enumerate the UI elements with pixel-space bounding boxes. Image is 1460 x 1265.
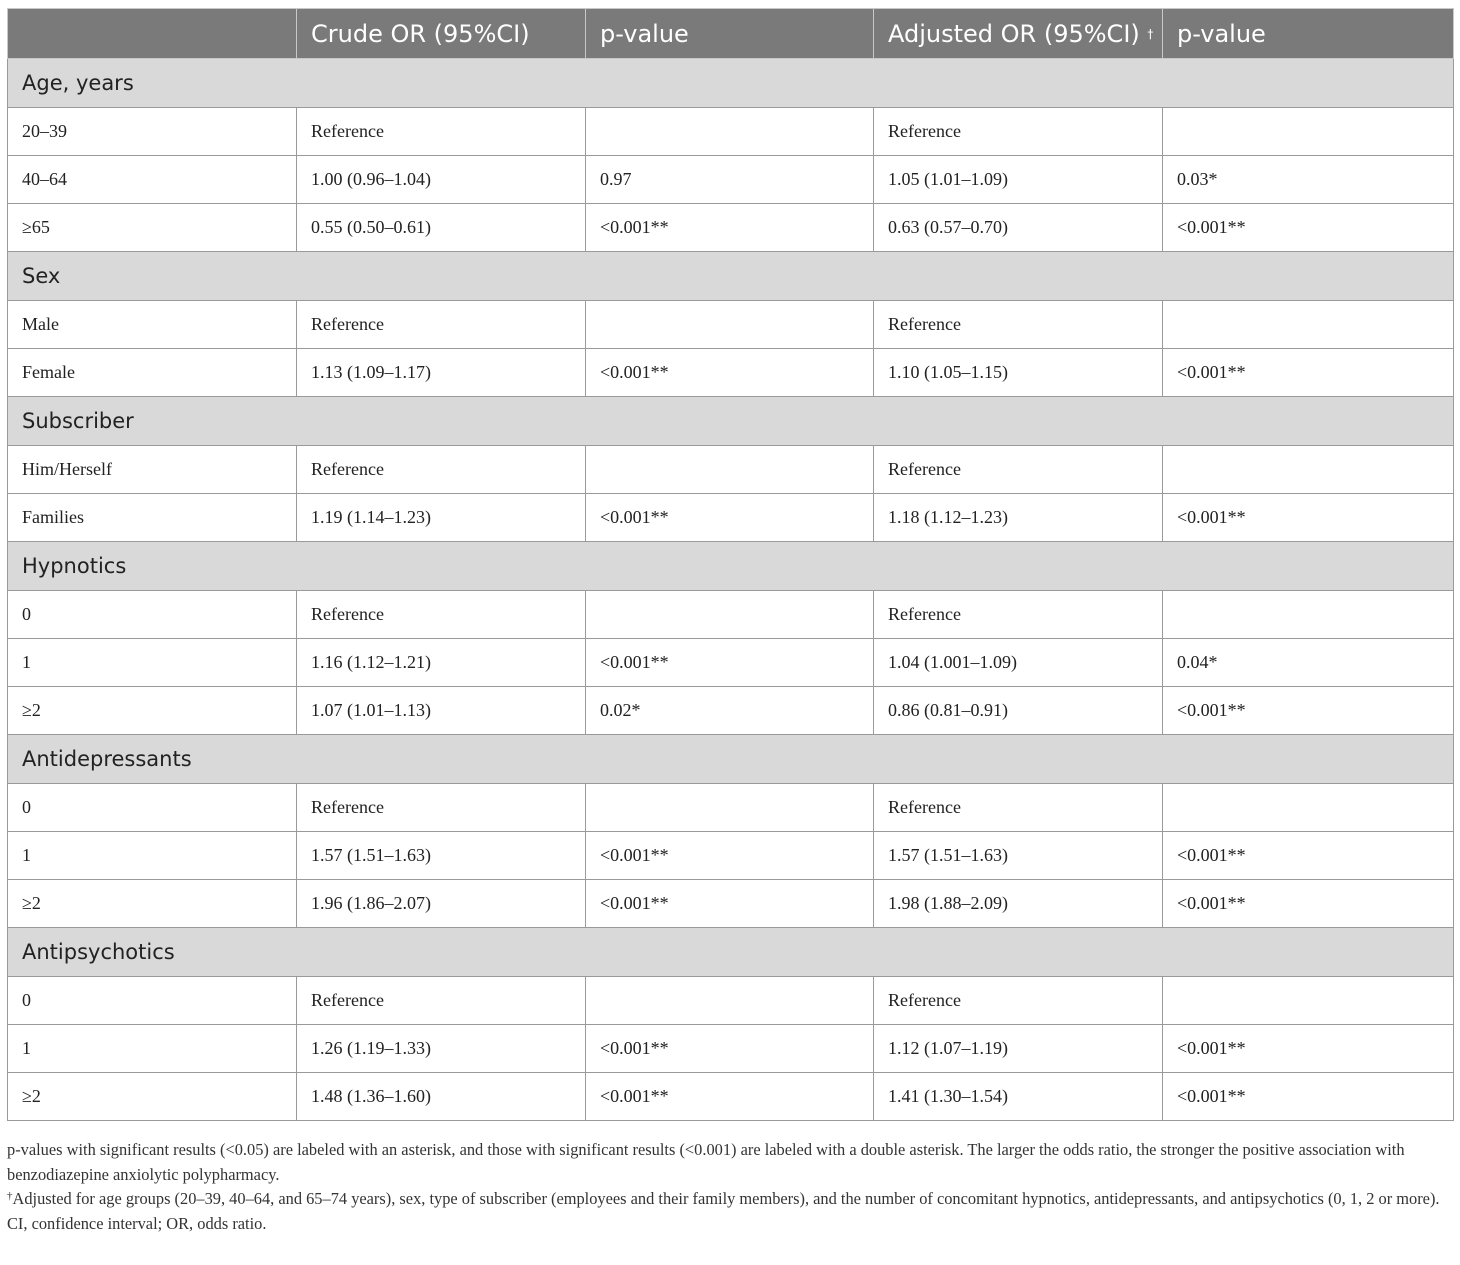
section-row — [8, 542, 1454, 591]
cell-adjusted-or: 0.86 (0.81–0.91) — [874, 687, 1163, 735]
cell-adjusted-p-value: <0.001** — [1163, 832, 1454, 880]
section-label: Subscriber — [8, 397, 1454, 446]
cell-adjusted-p-value: <0.001** — [1163, 1025, 1454, 1073]
cell-adjusted-p-value: <0.001** — [1163, 687, 1454, 735]
cell-row-label: 20–39 — [8, 108, 297, 156]
cell-adjusted-p-value: 0.04* — [1163, 639, 1454, 687]
cell-crude-or: 1.07 (1.01–1.13) — [297, 687, 586, 735]
cell-row-label: Male — [8, 301, 297, 349]
cell-crude-p-value: 0.02* — [586, 687, 874, 735]
cell-crude-p-value: 0.97 — [586, 156, 874, 204]
cell-adjusted-or: 1.57 (1.51–1.63) — [874, 832, 1163, 880]
section-label: Antidepressants — [8, 735, 1454, 784]
cell-crude-p-value: <0.001** — [586, 204, 874, 252]
cell-adjusted-or: 1.18 (1.12–1.23) — [874, 494, 1163, 542]
cell-adjusted-p-value — [1163, 108, 1454, 156]
table-row — [8, 639, 1454, 687]
header-variable — [8, 9, 297, 59]
table-row — [8, 108, 1454, 156]
cell-adjusted-p-value: <0.001** — [1163, 349, 1454, 397]
section-row — [8, 397, 1454, 446]
section-label: Antipsychotics — [8, 928, 1454, 977]
table-row — [8, 880, 1454, 928]
odds-ratio-table — [7, 8, 1454, 1121]
cell-crude-or: 1.26 (1.19–1.33) — [297, 1025, 586, 1073]
cell-crude-or: 1.13 (1.09–1.17) — [297, 349, 586, 397]
cell-row-label: ≥2 — [8, 880, 297, 928]
header-adjusted-or — [874, 9, 1163, 59]
cell-adjusted-or: 1.41 (1.30–1.54) — [874, 1073, 1163, 1121]
header-crude-p-value: p-value — [586, 9, 874, 59]
cell-crude-p-value — [586, 446, 874, 494]
table-row — [8, 349, 1454, 397]
cell-row-label: ≥2 — [8, 1073, 297, 1121]
cell-adjusted-p-value — [1163, 301, 1454, 349]
cell-adjusted-or: Reference — [874, 784, 1163, 832]
cell-crude-p-value — [586, 591, 874, 639]
cell-crude-p-value: <0.001** — [586, 349, 874, 397]
cell-adjusted-or: Reference — [874, 977, 1163, 1025]
cell-crude-or: 0.55 (0.50–0.61) — [297, 204, 586, 252]
cell-row-label: 1 — [8, 832, 297, 880]
cell-adjusted-or: 1.04 (1.001–1.09) — [874, 639, 1163, 687]
cell-row-label: 40–64 — [8, 156, 297, 204]
cell-adjusted-p-value — [1163, 591, 1454, 639]
cell-adjusted-p-value — [1163, 446, 1454, 494]
table-row — [8, 1073, 1454, 1121]
table-row — [8, 977, 1454, 1025]
cell-adjusted-p-value — [1163, 784, 1454, 832]
cell-adjusted-p-value: <0.001** — [1163, 880, 1454, 928]
cell-row-label: Families — [8, 494, 297, 542]
table-row — [8, 1025, 1454, 1073]
cell-adjusted-p-value: <0.001** — [1163, 494, 1454, 542]
cell-adjusted-or: 0.63 (0.57–0.70) — [874, 204, 1163, 252]
cell-adjusted-p-value: <0.001** — [1163, 204, 1454, 252]
header-adjusted-p-value: p-value — [1163, 9, 1454, 59]
footnote-dagger: † — [7, 1190, 13, 1202]
cell-row-label: ≥2 — [8, 687, 297, 735]
table-row — [8, 204, 1454, 252]
cell-adjusted-or: 1.10 (1.05–1.15) — [874, 349, 1163, 397]
cell-crude-p-value — [586, 301, 874, 349]
header-crude-or: Crude OR (95%CI) — [297, 9, 586, 59]
cell-crude-p-value: <0.001** — [586, 1025, 874, 1073]
footnote-adjusted — [7, 1187, 1457, 1212]
cell-crude-p-value: <0.001** — [586, 494, 874, 542]
footnote-significance: p-values with significant results (<0.05) are labeled with an asterisk, and those with significant results (<0.001) are labeled with a double asterisk. The larger the odds ratio, the stronger the positive association with benzodiazepine anxiolytic polypharmacy. — [7, 1140, 1405, 1184]
cell-adjusted-or: Reference — [874, 591, 1163, 639]
cell-adjusted-p-value — [1163, 977, 1454, 1025]
cell-crude-or: Reference — [297, 108, 586, 156]
cell-crude-or: 1.48 (1.36–1.60) — [297, 1073, 586, 1121]
cell-adjusted-p-value: 0.03* — [1163, 156, 1454, 204]
table-row — [8, 301, 1454, 349]
table-row — [8, 156, 1454, 204]
cell-row-label: Him/Herself — [8, 446, 297, 494]
table-row — [8, 446, 1454, 494]
cell-crude-p-value: <0.001** — [586, 832, 874, 880]
cell-row-label: ≥65 — [8, 204, 297, 252]
section-row — [8, 252, 1454, 301]
table-row — [8, 784, 1454, 832]
odds-ratio-table-container — [7, 8, 1453, 1121]
footnote-abbreviations: CI, confidence interval; OR, odds ratio. — [7, 1213, 267, 1233]
cell-row-label: 0 — [8, 784, 297, 832]
cell-adjusted-or: Reference — [874, 446, 1163, 494]
section-row — [8, 59, 1454, 108]
dagger-marker: † — [1147, 26, 1154, 41]
table-row — [8, 832, 1454, 880]
section-row — [8, 928, 1454, 977]
section-label: Age, years — [8, 59, 1454, 108]
cell-crude-p-value: <0.001** — [586, 639, 874, 687]
cell-crude-p-value: <0.001** — [586, 880, 874, 928]
cell-crude-or: Reference — [297, 301, 586, 349]
table-row — [8, 591, 1454, 639]
cell-row-label: 0 — [8, 977, 297, 1025]
cell-crude-p-value — [586, 784, 874, 832]
cell-adjusted-or: 1.98 (1.88–2.09) — [874, 880, 1163, 928]
table-row — [8, 687, 1454, 735]
cell-adjusted-or: 1.12 (1.07–1.19) — [874, 1025, 1163, 1073]
table-row — [8, 494, 1454, 542]
cell-adjusted-or: Reference — [874, 108, 1163, 156]
cell-crude-or: 1.16 (1.12–1.21) — [297, 639, 586, 687]
section-label: Hypnotics — [8, 542, 1454, 591]
header-adjusted-or-label: Adjusted OR (95%CI) — [888, 19, 1140, 48]
cell-crude-p-value — [586, 108, 874, 156]
cell-crude-or: 1.00 (0.96–1.04) — [297, 156, 586, 204]
cell-adjusted-or: 1.05 (1.01–1.09) — [874, 156, 1163, 204]
cell-crude-or: Reference — [297, 977, 586, 1025]
footnote-adjusted-text: Adjusted for age groups (20–39, 40–64, and 65–74 years), sex, type of subscriber (employees and their family members), and the number of concomitant hypnotics, antidepressants, and antipsychotics (0, 1, 2 or more). — [12, 1189, 1440, 1208]
cell-crude-or: 1.96 (1.86–2.07) — [297, 880, 586, 928]
section-row — [8, 735, 1454, 784]
table-footnotes — [7, 1138, 1457, 1236]
cell-crude-p-value — [586, 977, 874, 1025]
cell-adjusted-or: Reference — [874, 301, 1163, 349]
cell-row-label: 0 — [8, 591, 297, 639]
table-body — [8, 59, 1454, 1121]
cell-crude-or: Reference — [297, 591, 586, 639]
cell-crude-or: Reference — [297, 446, 586, 494]
cell-row-label: 1 — [8, 1025, 297, 1073]
cell-crude-or: 1.19 (1.14–1.23) — [297, 494, 586, 542]
cell-adjusted-p-value: <0.001** — [1163, 1073, 1454, 1121]
cell-row-label: 1 — [8, 639, 297, 687]
header-row — [8, 9, 1454, 59]
section-label: Sex — [8, 252, 1454, 301]
cell-crude-or: 1.57 (1.51–1.63) — [297, 832, 586, 880]
cell-row-label: Female — [8, 349, 297, 397]
cell-crude-p-value: <0.001** — [586, 1073, 874, 1121]
cell-crude-or: Reference — [297, 784, 586, 832]
